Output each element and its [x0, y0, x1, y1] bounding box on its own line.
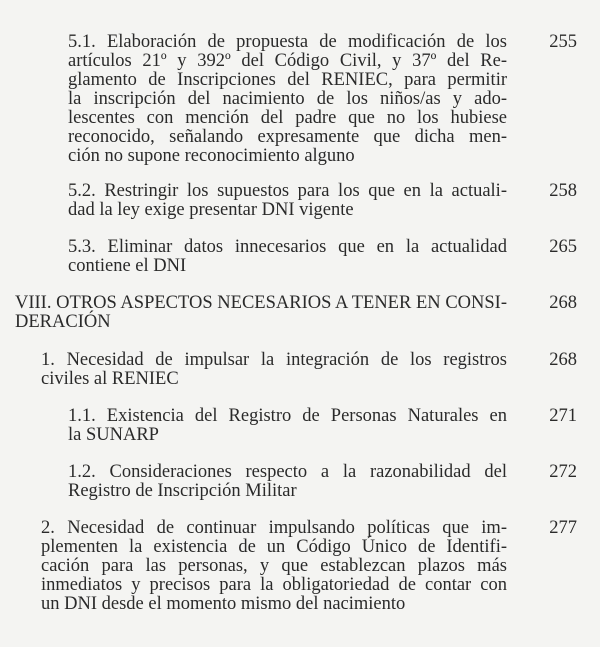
toc-page-number: 255 — [549, 32, 577, 52]
toc-entry-title-line: 1. Necesidad de impulsar la integración de los registros — [41, 350, 507, 370]
toc-page-number: 268 — [549, 293, 577, 313]
toc-entry-title-line: plementen la existencia de un Código Único de Identifi- — [41, 537, 507, 557]
toc-entry — [68, 182, 507, 220]
toc-entry — [15, 294, 507, 332]
toc-entry-title-line: artículos 21º y 392º del Código Civil, y 37º del Re- — [68, 51, 507, 71]
toc-entry-title-line: civiles al RENIEC — [41, 369, 179, 389]
toc-entry-title-line: Registro de Inscripción Militar — [68, 481, 297, 501]
toc-entry-title-line: ción no supone reconocimiento alguno — [68, 146, 355, 166]
toc-entry-title-line: 2. Necesidad de continuar impulsando políticas que im- — [41, 518, 507, 538]
toc-entry-title-line: reconocido, señalando expresamente que dicha men- — [68, 127, 507, 147]
toc-page-number: 268 — [549, 350, 577, 370]
toc-page-number: 258 — [549, 181, 577, 201]
toc-entry-title-line: VIII. OTROS ASPECTOS NECESARIOS A TENER EN CONSI- — [15, 293, 507, 313]
toc-entry-title-line: cación para las personas, y que establezcan plazos más — [41, 556, 507, 576]
toc-entry — [41, 519, 507, 614]
toc-entry-title-line: 1.1. Existencia del Registro de Personas Naturales en — [68, 406, 507, 426]
toc-entry-title-line: 1.2. Consideraciones respecto a la razonabilidad del — [68, 462, 507, 482]
toc-page-number: 271 — [549, 406, 577, 426]
toc-page-number: 265 — [549, 237, 577, 257]
toc-entry-title-line: glamento de Inscripciones del RENIEC, para permitir — [68, 70, 507, 90]
toc-entry-title-line: 5.2. Restringir los supuestos para los que en la actuali- — [68, 181, 507, 201]
toc-entry-title-line: inmediatos y precisos para la obligatoriedad de contar con — [41, 575, 507, 595]
toc-entry-title-line: contiene el DNI — [68, 256, 187, 276]
toc-entry — [68, 33, 507, 166]
toc-entry-title-line: lescentes con mención del padre que no los hubiese — [68, 108, 507, 128]
toc-entry-title-line: dad la ley exige presentar DNI vigente — [68, 200, 354, 220]
toc-entry-title-line: 5.3. Eliminar datos innecesarios que en la actualidad — [68, 237, 507, 257]
toc-entry-title-line: la inscripción del nacimiento de los niños/as y ado- — [68, 89, 507, 109]
toc-entry-title-line: DERACIÓN — [15, 312, 111, 332]
toc-entry-title-line: 5.1. Elaboración de propuesta de modificación de los — [68, 32, 507, 52]
toc-page-number: 277 — [549, 518, 577, 538]
toc-entry-title-line: un DNI desde el momento mismo del nacimiento — [41, 594, 406, 614]
toc-entry — [41, 351, 507, 389]
toc-page-number: 272 — [549, 462, 577, 482]
toc-entry — [68, 407, 507, 445]
toc-entry — [68, 238, 507, 276]
toc-entry — [68, 463, 507, 501]
toc-entry-title-line: la SUNARP — [68, 425, 159, 445]
